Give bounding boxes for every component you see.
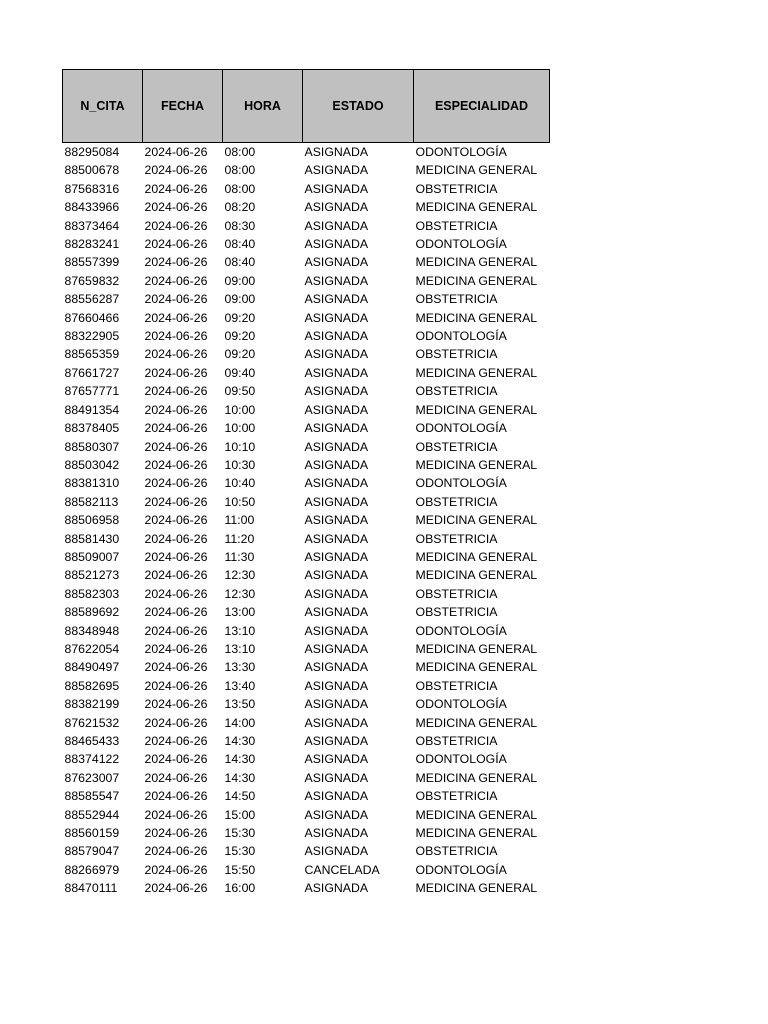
table-row xyxy=(63,401,550,419)
cell-fecha: 2024-06-26 xyxy=(144,200,208,215)
cell-hora: 14:30 xyxy=(224,734,256,748)
cell-fecha: 2024-06-26 xyxy=(144,586,208,601)
cell-estado: ASIGNADA xyxy=(304,457,369,472)
table-row xyxy=(63,530,550,548)
header-n-cita: N_CITA xyxy=(63,70,143,143)
cell-n-cita: 88521273 xyxy=(64,568,120,583)
cell-especialidad: ODONTOLOGÍA xyxy=(415,476,507,491)
cell-hora: 10:40 xyxy=(224,476,256,491)
cell-especialidad: MEDICINA GENERAL xyxy=(415,770,538,785)
cell-fecha: 2024-06-26 xyxy=(144,770,208,785)
cell-n-cita: 88465433 xyxy=(64,734,120,748)
cell-n-cita: 87661727 xyxy=(64,365,120,380)
cell-n-cita: 88491354 xyxy=(64,402,120,417)
table-row xyxy=(63,842,550,860)
table-row xyxy=(63,640,550,658)
cell-especialidad: MEDICINA GENERAL xyxy=(415,310,538,325)
cell-hora: 09:40 xyxy=(224,365,256,380)
cell-fecha: 2024-06-26 xyxy=(144,145,208,159)
cell-fecha: 2024-06-26 xyxy=(144,384,208,399)
table-row xyxy=(63,732,550,750)
cell-hora: 13:40 xyxy=(224,678,256,693)
cell-estado: ASIGNADA xyxy=(304,641,369,656)
cell-fecha: 2024-06-26 xyxy=(144,273,208,288)
cell-hora: 08:40 xyxy=(224,255,256,270)
cell-n-cita: 88374122 xyxy=(64,752,120,767)
cell-estado: ASIGNADA xyxy=(304,844,369,859)
cell-fecha: 2024-06-26 xyxy=(144,421,208,436)
cell-n-cita: 87568316 xyxy=(64,181,120,196)
cell-especialidad: MEDICINA GENERAL xyxy=(415,641,538,656)
cell-especialidad: OBSTETRICIA xyxy=(415,605,498,620)
table-row xyxy=(63,345,550,363)
cell-especialidad: MEDICINA GENERAL xyxy=(415,513,538,528)
cell-fecha: 2024-06-26 xyxy=(144,862,208,877)
cell-estado: ASIGNADA xyxy=(304,476,369,491)
table-row xyxy=(63,585,550,603)
table-row xyxy=(63,603,550,621)
cell-n-cita: 88470111 xyxy=(64,881,118,896)
cell-n-cita: 87660466 xyxy=(64,310,120,325)
cell-fecha: 2024-06-26 xyxy=(144,881,208,896)
cell-n-cita: 87659832 xyxy=(64,273,120,288)
table-row xyxy=(63,143,550,162)
cell-especialidad: OBSTETRICIA xyxy=(415,494,498,509)
cell-fecha: 2024-06-26 xyxy=(144,439,208,454)
table-row xyxy=(63,382,550,400)
cell-n-cita: 88556287 xyxy=(64,292,120,307)
cell-hora: 08:00 xyxy=(224,181,256,196)
cell-estado: ASIGNADA xyxy=(304,273,369,288)
cell-fecha: 2024-06-26 xyxy=(144,752,208,767)
cell-n-cita: 88560159 xyxy=(64,826,120,841)
header-hora: HORA xyxy=(223,70,303,143)
cell-especialidad: ODONTOLOGÍA xyxy=(415,421,507,436)
cell-hora: 08:00 xyxy=(224,145,256,159)
table-row xyxy=(63,677,550,695)
table-row xyxy=(63,824,550,842)
cell-fecha: 2024-06-26 xyxy=(144,549,208,564)
cell-fecha: 2024-06-26 xyxy=(144,181,208,196)
cell-especialidad: ODONTOLOGÍA xyxy=(415,329,507,344)
cell-especialidad: ODONTOLOGÍA xyxy=(415,145,507,159)
cell-especialidad: ODONTOLOGÍA xyxy=(415,697,507,712)
cell-hora: 14:30 xyxy=(224,752,256,767)
cell-fecha: 2024-06-26 xyxy=(144,660,208,675)
cell-n-cita: 88348948 xyxy=(64,623,120,638)
cell-estado: CANCELADA xyxy=(304,862,380,877)
cell-fecha: 2024-06-26 xyxy=(144,697,208,712)
table-row xyxy=(63,419,550,437)
cell-especialidad: OBSTETRICIA xyxy=(415,347,498,362)
cell-estado: ASIGNADA xyxy=(304,826,369,841)
cell-estado: ASIGNADA xyxy=(304,770,369,785)
cell-hora: 12:30 xyxy=(224,568,256,583)
cell-estado: ASIGNADA xyxy=(304,365,369,380)
table-row xyxy=(63,253,550,271)
cell-fecha: 2024-06-26 xyxy=(144,329,208,344)
cell-fecha: 2024-06-26 xyxy=(144,347,208,362)
cell-estado: ASIGNADA xyxy=(304,402,369,417)
table-row xyxy=(63,566,550,584)
table-row xyxy=(63,364,550,382)
cell-hora: 16:00 xyxy=(224,881,256,896)
cell-estado: ASIGNADA xyxy=(304,181,369,196)
cell-n-cita: 88506958 xyxy=(64,513,120,528)
table-row xyxy=(63,861,550,879)
cell-fecha: 2024-06-26 xyxy=(144,531,208,546)
cell-especialidad: MEDICINA GENERAL xyxy=(415,549,538,564)
table-row xyxy=(63,511,550,529)
cell-hora: 14:00 xyxy=(224,715,256,730)
cell-fecha: 2024-06-26 xyxy=(144,513,208,528)
cell-fecha: 2024-06-26 xyxy=(144,623,208,638)
cell-fecha: 2024-06-26 xyxy=(144,641,208,656)
cell-n-cita: 88378405 xyxy=(64,421,120,436)
cell-fecha: 2024-06-26 xyxy=(144,292,208,307)
cell-n-cita: 88490497 xyxy=(64,660,120,675)
header-row xyxy=(63,70,550,143)
cell-estado: ASIGNADA xyxy=(304,292,369,307)
table-row xyxy=(63,327,550,345)
cell-estado: ASIGNADA xyxy=(304,881,369,896)
cell-hora: 09:50 xyxy=(224,384,256,399)
table-row xyxy=(63,769,550,787)
cell-especialidad: OBSTETRICIA xyxy=(415,844,498,859)
cell-n-cita: 87621532 xyxy=(64,715,120,730)
cell-fecha: 2024-06-26 xyxy=(144,568,208,583)
table-row xyxy=(63,198,550,216)
cell-hora: 10:00 xyxy=(224,421,256,436)
cell-hora: 11:30 xyxy=(224,549,255,564)
table-row xyxy=(63,272,550,290)
cell-fecha: 2024-06-26 xyxy=(144,218,208,233)
cell-hora: 08:40 xyxy=(224,237,256,252)
cell-n-cita: 88381310 xyxy=(64,476,120,491)
cell-especialidad: MEDICINA GENERAL xyxy=(415,200,538,215)
cell-especialidad: MEDICINA GENERAL xyxy=(415,402,538,417)
cell-hora: 10:50 xyxy=(224,494,256,509)
cell-fecha: 2024-06-26 xyxy=(144,255,208,270)
table-row xyxy=(63,180,550,198)
cell-estado: ASIGNADA xyxy=(304,715,369,730)
cell-hora: 13:10 xyxy=(224,641,256,656)
appointments-table xyxy=(62,69,550,898)
table-row xyxy=(63,658,550,676)
cell-fecha: 2024-06-26 xyxy=(144,237,208,252)
cell-especialidad: OBSTETRICIA xyxy=(415,439,498,454)
cell-hora: 15:30 xyxy=(224,844,256,859)
cell-fecha: 2024-06-26 xyxy=(144,715,208,730)
cell-estado: ASIGNADA xyxy=(304,200,369,215)
header-estado: ESTADO xyxy=(303,70,414,143)
cell-especialidad: MEDICINA GENERAL xyxy=(415,826,538,841)
cell-estado: ASIGNADA xyxy=(304,752,369,767)
table-row xyxy=(63,474,550,492)
cell-estado: ASIGNADA xyxy=(304,549,369,564)
cell-especialidad: ODONTOLOGÍA xyxy=(415,237,507,252)
cell-n-cita: 88582303 xyxy=(64,586,120,601)
cell-hora: 09:20 xyxy=(224,347,256,362)
cell-fecha: 2024-06-26 xyxy=(144,365,208,380)
cell-especialidad: OBSTETRICIA xyxy=(415,586,498,601)
cell-n-cita: 88552944 xyxy=(64,807,120,822)
cell-estado: ASIGNADA xyxy=(304,660,369,675)
table-row xyxy=(63,879,550,897)
cell-hora: 09:20 xyxy=(224,310,256,325)
cell-especialidad: OBSTETRICIA xyxy=(415,531,498,546)
cell-hora: 13:10 xyxy=(224,623,256,638)
cell-hora: 11:20 xyxy=(224,531,255,546)
cell-hora: 09:20 xyxy=(224,329,256,344)
cell-estado: ASIGNADA xyxy=(304,421,369,436)
cell-fecha: 2024-06-26 xyxy=(144,826,208,841)
cell-hora: 15:00 xyxy=(224,807,256,822)
cell-estado: ASIGNADA xyxy=(304,439,369,454)
cell-especialidad: OBSTETRICIA xyxy=(415,789,498,804)
table-row xyxy=(63,695,550,713)
cell-hora: 08:30 xyxy=(224,218,256,233)
table-row xyxy=(63,235,550,253)
cell-n-cita: 88322905 xyxy=(64,329,120,344)
cell-estado: ASIGNADA xyxy=(304,807,369,822)
table-row xyxy=(63,456,550,474)
cell-n-cita: 88283241 xyxy=(64,237,120,252)
cell-estado: ASIGNADA xyxy=(304,513,369,528)
cell-n-cita: 88433966 xyxy=(64,200,120,215)
cell-n-cita: 88579047 xyxy=(64,844,120,859)
cell-n-cita: 88500678 xyxy=(64,163,120,178)
cell-n-cita: 88565359 xyxy=(64,347,120,362)
cell-especialidad: MEDICINA GENERAL xyxy=(415,660,538,675)
cell-hora: 13:50 xyxy=(224,697,256,712)
table-row xyxy=(63,806,550,824)
cell-fecha: 2024-06-26 xyxy=(144,734,208,748)
cell-estado: ASIGNADA xyxy=(304,623,369,638)
cell-fecha: 2024-06-26 xyxy=(144,844,208,859)
cell-estado: ASIGNADA xyxy=(304,531,369,546)
table-row xyxy=(63,750,550,768)
cell-hora: 08:00 xyxy=(224,163,256,178)
cell-hora: 10:10 xyxy=(224,439,256,454)
cell-especialidad: ODONTOLOGÍA xyxy=(415,623,507,638)
header-fecha: FECHA xyxy=(143,70,223,143)
cell-estado: ASIGNADA xyxy=(304,734,369,748)
cell-especialidad: MEDICINA GENERAL xyxy=(415,715,538,730)
cell-estado: ASIGNADA xyxy=(304,568,369,583)
cell-especialidad: MEDICINA GENERAL xyxy=(415,365,538,380)
cell-estado: ASIGNADA xyxy=(304,329,369,344)
header-especialidad: ESPECIALIDAD xyxy=(414,70,550,143)
cell-n-cita: 88557399 xyxy=(64,255,120,270)
cell-n-cita: 88373464 xyxy=(64,218,120,233)
cell-especialidad: MEDICINA GENERAL xyxy=(415,163,538,178)
table-row xyxy=(63,622,550,640)
cell-estado: ASIGNADA xyxy=(304,163,369,178)
cell-especialidad: MEDICINA GENERAL xyxy=(415,568,538,583)
cell-estado: ASIGNADA xyxy=(304,237,369,252)
cell-hora: 13:00 xyxy=(224,605,256,620)
table-row xyxy=(63,714,550,732)
table-row xyxy=(63,548,550,566)
cell-n-cita: 88589692 xyxy=(64,605,120,620)
cell-especialidad: MEDICINA GENERAL xyxy=(415,273,538,288)
table-row xyxy=(63,161,550,179)
table-header xyxy=(63,70,550,143)
cell-fecha: 2024-06-26 xyxy=(144,678,208,693)
cell-estado: ASIGNADA xyxy=(304,384,369,399)
cell-fecha: 2024-06-26 xyxy=(144,789,208,804)
cell-especialidad: ODONTOLOGÍA xyxy=(415,862,507,877)
cell-especialidad: MEDICINA GENERAL xyxy=(415,881,538,896)
table-row xyxy=(63,438,550,456)
cell-hora: 09:00 xyxy=(224,273,256,288)
cell-especialidad: MEDICINA GENERAL xyxy=(415,457,538,472)
table-row xyxy=(63,309,550,327)
cell-fecha: 2024-06-26 xyxy=(144,310,208,325)
cell-n-cita: 87622054 xyxy=(64,641,120,656)
cell-fecha: 2024-06-26 xyxy=(144,605,208,620)
cell-especialidad: OBSTETRICIA xyxy=(415,181,498,196)
cell-hora: 14:30 xyxy=(224,770,256,785)
cell-estado: ASIGNADA xyxy=(304,145,369,159)
cell-especialidad: OBSTETRICIA xyxy=(415,292,498,307)
cell-hora: 10:30 xyxy=(224,457,256,472)
cell-hora: 09:00 xyxy=(224,292,256,307)
cell-n-cita: 88585547 xyxy=(64,789,120,804)
cell-hora: 13:30 xyxy=(224,660,256,675)
cell-estado: ASIGNADA xyxy=(304,347,369,362)
cell-fecha: 2024-06-26 xyxy=(144,163,208,178)
cell-n-cita: 88295084 xyxy=(64,145,120,159)
cell-n-cita: 88582113 xyxy=(64,494,119,509)
cell-n-cita: 88509007 xyxy=(64,549,120,564)
cell-hora: 10:00 xyxy=(224,402,256,417)
cell-hora: 15:30 xyxy=(224,826,256,841)
cell-especialidad: OBSTETRICIA xyxy=(415,218,498,233)
cell-n-cita: 87623007 xyxy=(64,770,120,785)
cell-fecha: 2024-06-26 xyxy=(144,494,208,509)
cell-n-cita: 88582695 xyxy=(64,678,120,693)
cell-n-cita: 88266979 xyxy=(64,862,120,877)
cell-estado: ASIGNADA xyxy=(304,255,369,270)
cell-hora: 12:30 xyxy=(224,586,256,601)
cell-fecha: 2024-06-26 xyxy=(144,807,208,822)
cell-n-cita: 88382199 xyxy=(64,697,120,712)
cell-fecha: 2024-06-26 xyxy=(144,402,208,417)
table-row xyxy=(63,493,550,511)
cell-n-cita: 88503042 xyxy=(64,457,120,472)
cell-n-cita: 88580307 xyxy=(64,439,120,454)
cell-especialidad: MEDICINA GENERAL xyxy=(415,255,538,270)
cell-especialidad: OBSTETRICIA xyxy=(415,734,498,748)
cell-hora: 11:00 xyxy=(224,513,255,528)
cell-fecha: 2024-06-26 xyxy=(144,457,208,472)
cell-estado: ASIGNADA xyxy=(304,678,369,693)
cell-fecha: 2024-06-26 xyxy=(144,476,208,491)
cell-estado: ASIGNADA xyxy=(304,789,369,804)
cell-hora: 14:50 xyxy=(224,789,256,804)
table-row xyxy=(63,290,550,308)
cell-n-cita: 87657771 xyxy=(64,384,120,399)
cell-especialidad: ODONTOLOGÍA xyxy=(415,752,507,767)
cell-estado: ASIGNADA xyxy=(304,697,369,712)
table-body xyxy=(63,143,550,898)
cell-especialidad: OBSTETRICIA xyxy=(415,678,498,693)
cell-estado: ASIGNADA xyxy=(304,605,369,620)
table-row xyxy=(63,217,550,235)
cell-hora: 08:20 xyxy=(224,200,256,215)
cell-estado: ASIGNADA xyxy=(304,494,369,509)
cell-n-cita: 88581430 xyxy=(64,531,120,546)
table-row xyxy=(63,787,550,805)
cell-especialidad: MEDICINA GENERAL xyxy=(415,807,538,822)
cell-estado: ASIGNADA xyxy=(304,310,369,325)
cell-estado: ASIGNADA xyxy=(304,218,369,233)
cell-hora: 15:50 xyxy=(224,862,256,877)
cell-estado: ASIGNADA xyxy=(304,586,369,601)
cell-especialidad: OBSTETRICIA xyxy=(415,384,498,399)
